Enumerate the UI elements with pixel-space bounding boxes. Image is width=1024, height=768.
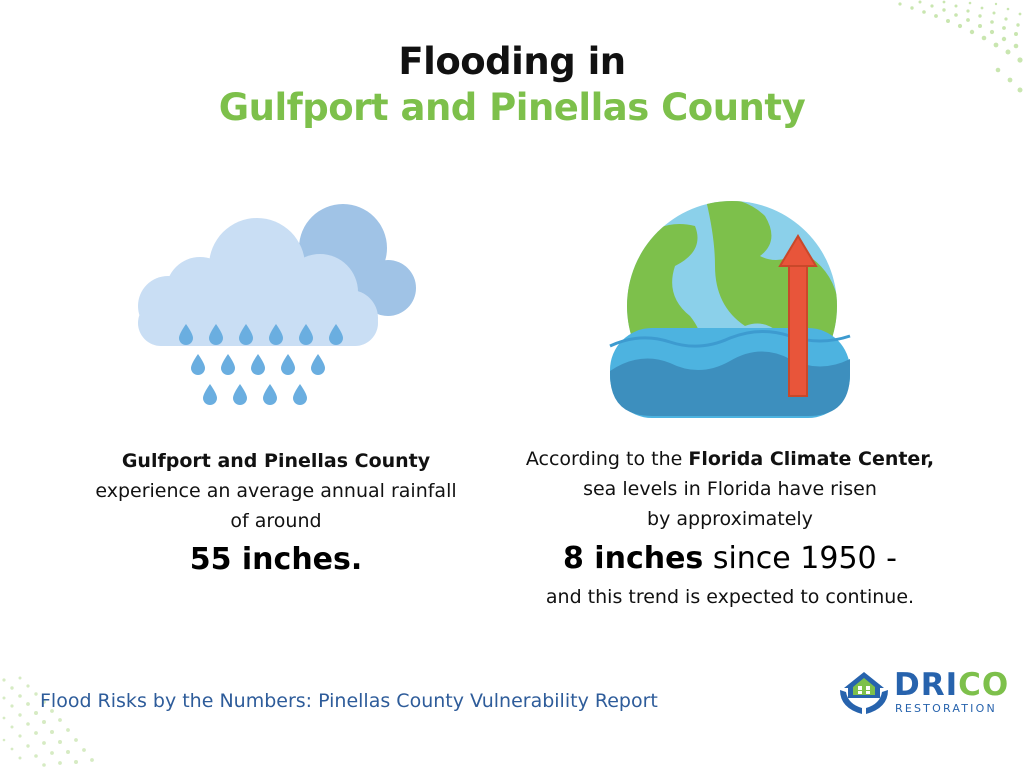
logo-restoration: RESTORATION [895,702,997,715]
sea-level-source: Florida Climate Center, [688,448,935,470]
sea-level-since: since 1950 - [703,541,898,576]
logo-dri: DRI [894,667,959,703]
page-subtitle: Gulfport and Pinellas County [218,86,806,129]
dotted-corner-bottom-left [0,670,110,768]
rising-sea-earth-icon [605,196,855,424]
rainfall-line-3: of around [230,510,322,532]
sea-level-line-3: by approximately [647,508,813,530]
rainfall-stat-block [56,446,496,582]
sea-level-line-2: sea levels in Florida have risen [583,478,877,500]
sea-level-value: 8 inches [562,541,704,576]
rain-cloud-icon [130,196,430,416]
sea-level-stat-block [500,444,960,612]
footer-report-title: Flood Risks by the Numbers: Pinellas County Vulnerability Report [40,690,658,712]
rainfall-value: 55 inches. [189,542,363,577]
drico-logo [838,667,1010,718]
rainfall-location: Gulfport and Pinellas County [121,450,431,472]
page-title: Flooding in [398,40,626,83]
logo-co: CO [958,667,1010,703]
sea-level-line-5: and this trend is expected to continue. [545,586,915,608]
rainfall-line-2: experience an average annual rainfall [95,480,457,502]
sea-level-line-1-pre: According to the [525,448,689,470]
house-hands-icon [838,668,890,718]
